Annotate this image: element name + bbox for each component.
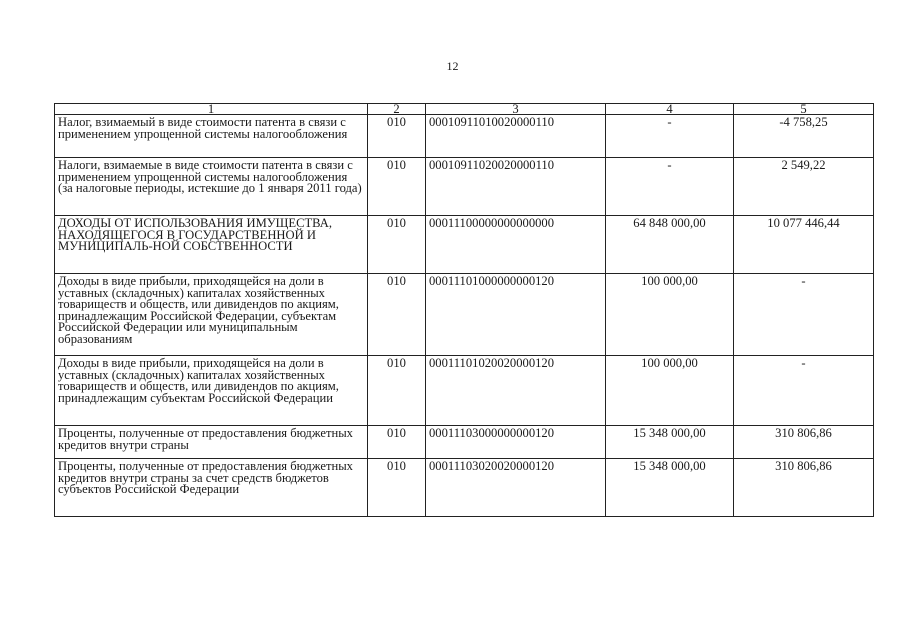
table-row: [55, 115, 874, 158]
table-row: [55, 158, 874, 216]
row-line-code: 010: [368, 274, 426, 356]
row-budget-code: 00011103020020000120: [426, 459, 606, 517]
page-number: 12: [446, 59, 459, 73]
row-budget-code: 00010911010020000110: [426, 115, 606, 158]
column-header-2: 2: [368, 104, 426, 115]
row-line-code: 010: [368, 158, 426, 216]
column-header-4: 4: [606, 104, 734, 115]
row-planned-amount: -: [606, 115, 734, 158]
row-planned-amount: 100 000,00: [606, 356, 734, 426]
row-budget-code: 00011100000000000000: [426, 216, 606, 274]
row-planned-amount: 64 848 000,00: [606, 216, 734, 274]
revenue-table: [54, 103, 874, 517]
table-header-row: [55, 104, 874, 115]
table-row: [55, 426, 874, 459]
row-name: Доходы в виде прибыли, приходящейся на доли в уставных (складочных) капиталах хозяйственных товариществ и обществ, или дивидендов по акциям, принадлежащим субъектам Российской Федерации: [55, 356, 368, 426]
row-name: Проценты, полученные от предоставления бюджетных кредитов внутри страны: [55, 426, 368, 459]
row-executed-amount: 310 806,86: [734, 459, 874, 517]
row-executed-amount: 2 549,22: [734, 158, 874, 216]
row-executed-amount: -4 758,25: [734, 115, 874, 158]
row-planned-amount: -: [606, 158, 734, 216]
row-line-code: 010: [368, 216, 426, 274]
column-header-1: 1: [55, 104, 368, 115]
row-name: Налоги, взимаемые в виде стоимости патента в связи с применением упрощенной системы налогообложения (за налоговые периоды, истекшие до 1 января 2011 года): [55, 158, 368, 216]
row-name: Доходы в виде прибыли, приходящейся на доли в уставных (складочных) капиталах хозяйственных товариществ и обществ, или дивидендов по акциям, принадлежащим Российской Федерации, субъектам Российской Федерации или муниципальным образованиям: [55, 274, 368, 356]
row-line-code: 010: [368, 426, 426, 459]
row-executed-amount: 10 077 446,44: [734, 216, 874, 274]
table-row: [55, 216, 874, 274]
row-executed-amount: -: [734, 274, 874, 356]
row-planned-amount: 100 000,00: [606, 274, 734, 356]
row-planned-amount: 15 348 000,00: [606, 426, 734, 459]
row-name: Проценты, полученные от предоставления бюджетных кредитов внутри страны за счет средств бюджетов субъектов Российской Федерации: [55, 459, 368, 517]
row-budget-code: 00010911020020000110: [426, 158, 606, 216]
row-line-code: 010: [368, 459, 426, 517]
row-name: Налог, взимаемый в виде стоимости патента в связи с применением упрощенной системы налогообложения: [55, 115, 368, 158]
row-line-code: 010: [368, 115, 426, 158]
row-budget-code: 00011103000000000120: [426, 426, 606, 459]
table-row: [55, 459, 874, 517]
column-header-3: 3: [426, 104, 606, 115]
row-executed-amount: -: [734, 356, 874, 426]
row-line-code: 010: [368, 356, 426, 426]
table-row: [55, 274, 874, 356]
row-executed-amount: 310 806,86: [734, 426, 874, 459]
table-row: [55, 356, 874, 426]
row-name: ДОХОДЫ ОТ ИСПОЛЬЗОВАНИЯ ИМУЩЕСТВА, НАХОДЯЩЕГОСЯ В ГОСУДАРСТВЕННОЙ И МУНИЦИПАЛЬ-НОЙ СОБСТВЕННОСТИ: [55, 216, 368, 274]
row-budget-code: 00011101020020000120: [426, 356, 606, 426]
column-header-5: 5: [734, 104, 874, 115]
row-planned-amount: 15 348 000,00: [606, 459, 734, 517]
row-budget-code: 00011101000000000120: [426, 274, 606, 356]
